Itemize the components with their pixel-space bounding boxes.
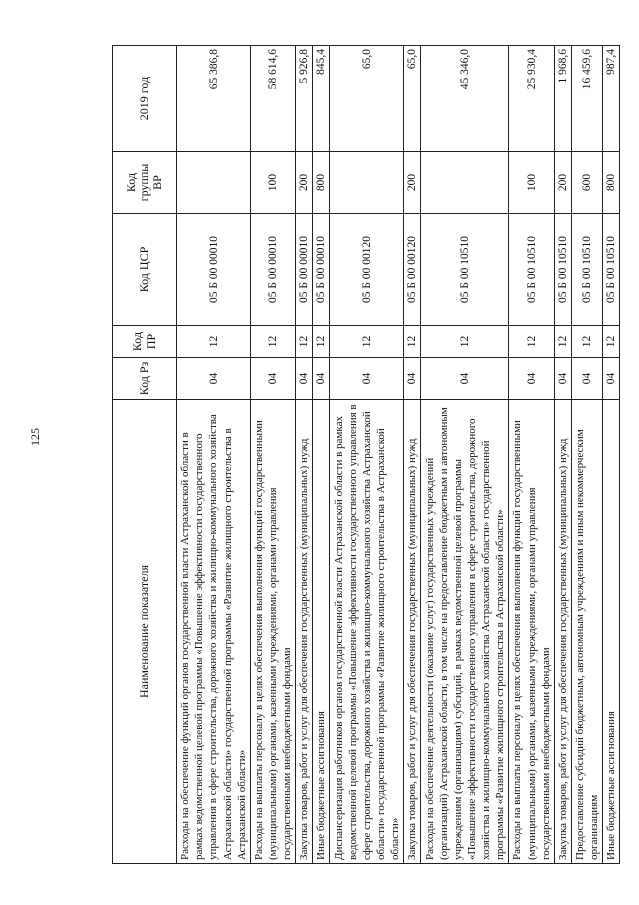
row-pr: 12 (404, 326, 421, 358)
header-csr: Код ЦСР (113, 214, 177, 326)
row-rz: 04 (251, 358, 296, 400)
row-csr: 05 Б 00 00010 (251, 214, 296, 326)
row-pr: 12 (509, 326, 554, 358)
row-value: 845,4 (313, 46, 330, 152)
row-value: 65,0 (404, 46, 421, 152)
budget-table (112, 45, 620, 864)
row-csr: 05 Б 00 10510 (421, 214, 509, 326)
row-csr: 05 Б 00 00120 (330, 214, 404, 326)
row-value: 65 386,8 (177, 46, 251, 152)
row-value: 16 459,6 (571, 46, 602, 152)
row-vr: 800 (313, 152, 330, 214)
row-pr: 12 (251, 326, 296, 358)
row-vr: 200 (296, 152, 313, 214)
table-row (330, 46, 404, 864)
row-csr: 05 Б 00 00010 (313, 214, 330, 326)
rotated-table-container (112, 46, 617, 864)
row-pr: 12 (421, 326, 509, 358)
row-rz: 04 (421, 358, 509, 400)
row-rz: 04 (404, 358, 421, 400)
table-row (421, 46, 509, 864)
row-rz: 04 (554, 358, 571, 400)
row-vr: 200 (554, 152, 571, 214)
row-csr: 05 Б 00 00120 (404, 214, 421, 326)
row-name: Диспансеризация работников органов государственной власти Астраханской области в рамках ведомственной целевой программы «Повышение эффективности государственного управления в сфере строительства, дорожного хозяйства и жилищно-коммунального хозяйства Астраханской области» государственной программы «Развитие жилищного строительства в Астраханской области» (330, 400, 404, 864)
header-pr: Код ПР (113, 326, 177, 358)
row-name: Иные бюджетные ассигнования (602, 400, 619, 864)
row-value: 5 926,8 (296, 46, 313, 152)
row-name: Расходы на обеспечение функций органов государственной власти Астраханской области в рамках ведомственной целевой программы «Повышение эффективности государственного управления в сфере строительства, дорожного хозяйства и жилищно-коммунального хозяйства Астраханской области» государственной программы «Развитие жилищного строительства в Астраханской области» (177, 400, 251, 864)
header-name: Наименование показателя (113, 400, 177, 864)
row-name: Закупка товаров, работ и услуг для обеспечения государственных (муниципальных) нужд (296, 400, 313, 864)
row-rz: 04 (602, 358, 619, 400)
header-vr: Код группы ВР (113, 152, 177, 214)
row-value: 25 930,4 (509, 46, 554, 152)
row-value: 1 968,6 (554, 46, 571, 152)
row-name: Расходы на выплаты персоналу в целях обеспечения выполнения функций государственными (муниципальными) органами, казенными учреждениями, органами управления государственными внебюджетными фондами (251, 400, 296, 864)
row-pr: 12 (571, 326, 602, 358)
row-pr: 12 (177, 326, 251, 358)
row-name: Закупка товаров, работ и услуг для обеспечения государственных (муниципальных) нужд (404, 400, 421, 864)
header-year: 2019 год (113, 46, 177, 152)
header-rz: Код Рз (113, 358, 177, 400)
row-vr (421, 152, 509, 214)
table-row (313, 46, 330, 864)
table-row (554, 46, 571, 864)
row-name: Закупка товаров, работ и услуг для обеспечения государственных (муниципальных) нужд (554, 400, 571, 864)
row-csr: 05 Б 00 10510 (554, 214, 571, 326)
row-name: Расходы на выплаты персоналу в целях обеспечения выполнения функций государственными (муниципальными) органами, казенными учреждениями, органами управления государственными внебюджетными фондами (509, 400, 554, 864)
table-header-row (113, 46, 177, 864)
row-rz: 04 (313, 358, 330, 400)
row-value: 65,0 (330, 46, 404, 152)
row-pr: 12 (602, 326, 619, 358)
row-name: Иные бюджетные ассигнования (313, 400, 330, 864)
row-rz: 04 (509, 358, 554, 400)
table-row (251, 46, 296, 864)
table-row (404, 46, 421, 864)
row-csr: 05 Б 00 10510 (509, 214, 554, 326)
row-vr: 100 (509, 152, 554, 214)
row-value: 987,4 (602, 46, 619, 152)
row-vr (177, 152, 251, 214)
row-csr: 05 Б 00 10510 (602, 214, 619, 326)
row-vr: 800 (602, 152, 619, 214)
row-csr: 05 Б 00 00010 (296, 214, 313, 326)
row-rz: 04 (571, 358, 602, 400)
table-row (509, 46, 554, 864)
table-row (571, 46, 602, 864)
row-vr: 100 (251, 152, 296, 214)
page-number: 125 (28, 428, 42, 446)
row-pr: 12 (330, 326, 404, 358)
row-csr: 05 Б 00 00010 (177, 214, 251, 326)
row-vr: 600 (571, 152, 602, 214)
row-rz: 04 (177, 358, 251, 400)
table-row (177, 46, 251, 864)
row-pr: 12 (313, 326, 330, 358)
row-vr: 200 (404, 152, 421, 214)
row-rz: 04 (296, 358, 313, 400)
row-csr: 05 Б 00 10510 (571, 214, 602, 326)
row-value: 45 346,0 (421, 46, 509, 152)
table-row (296, 46, 313, 864)
row-value: 58 614,6 (251, 46, 296, 152)
row-rz: 04 (330, 358, 404, 400)
row-pr: 12 (296, 326, 313, 358)
table-row (602, 46, 619, 864)
row-pr: 12 (554, 326, 571, 358)
row-name: Предоставление субсидий бюджетным, автономным учреждениям и иным некоммерческим организациям (571, 400, 602, 864)
row-name: Расходы на обеспечение деятельности (оказание услуг) государственных учреждений (организаций) Астраханской области, в том числе на предоставление бюджетным и автономным учреждениям (организациям) субсидий, в рамках ведомственной целевой программы «Повышение эффективности государственного управления в сфере строительства, дорожного хозяйства и жилищно-коммунального хозяйства Астраханской области» государственной программы «Развитие жилищного строительства в Астраханской области» (421, 400, 509, 864)
row-vr (330, 152, 404, 214)
